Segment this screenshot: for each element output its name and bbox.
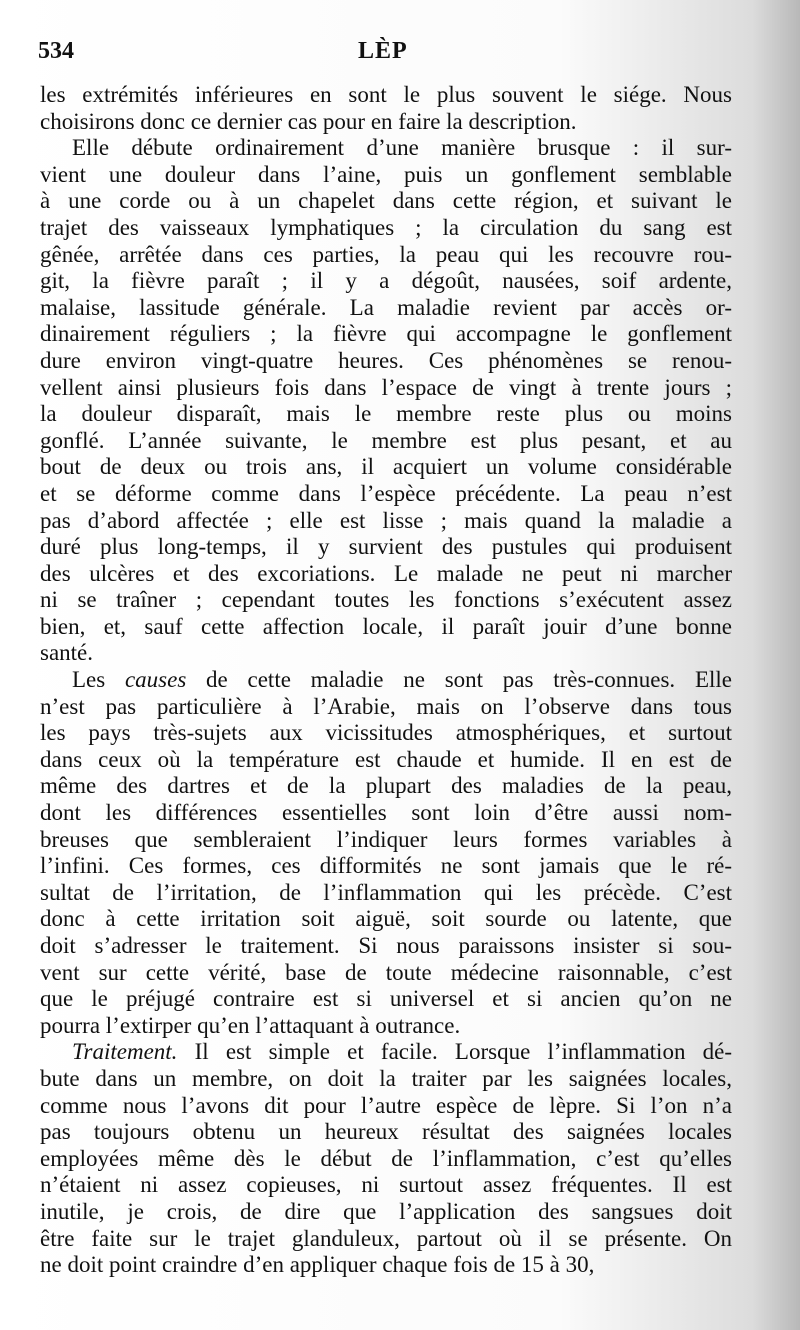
text-line: vent sur cette vérité, base de toute médecine raisonnable, c’est	[40, 959, 732, 985]
text-line: inutile, je crois, de dire que l’application des sangsues doit	[40, 1198, 732, 1224]
text-line: ni se traîner ; cependant toutes les fonctions s’exécutent assez	[40, 587, 732, 613]
text-line: vient une douleur dans l’aine, puis un gonflement semblable	[40, 161, 732, 187]
text-line: gênée, arrêtée dans ces parties, la peau qui les recouvre rou-	[40, 241, 732, 267]
text-line: les extrémités inférieures en sont le plus souvent le siége. Nous	[40, 82, 732, 107]
text-line: sultat de l’irritation, de l’inflammation qui les précède. C’est	[40, 879, 732, 905]
text-line: doit s’adresser le traitement. Si nous paraissons insister si sou-	[40, 933, 732, 958]
text-line: employées même dès le début de l’inflammation, c’est qu’elles	[40, 1145, 732, 1171]
text-line: gonflé. L’année suivante, le membre est plus pesant, et au	[40, 427, 732, 453]
text-line: santé.	[40, 640, 94, 666]
page-header	[38, 38, 738, 70]
text-line: ne doit point craindre d’en appliquer chaque fois de 15 à 30,	[40, 1252, 595, 1278]
text-line: la douleur disparaît, mais le membre reste plus ou moins	[40, 401, 732, 427]
paragraph	[40, 135, 732, 667]
text-line: les pays très-sujets aux vicissitudes atmosphériques, et surtout	[40, 720, 732, 746]
body-text	[40, 82, 732, 1279]
page-number: 534	[38, 38, 74, 64]
italic-term: Traitement.	[72, 1039, 178, 1065]
text-line: même des dartres et de la plupart des maladies de la peau,	[40, 773, 732, 799]
text-line: des ulcères et des excoriations. Le malade ne peut ni marcher	[40, 560, 732, 586]
text-line: et se déforme comme dans l’espèce précédente. La peau n’est	[40, 480, 732, 506]
text-line: malaise, lassitude générale. La maladie revient par accès or-	[40, 294, 732, 320]
text-line: à une corde ou à un chapelet dans cette région, et suivant le	[40, 188, 732, 214]
text-line: duré plus long-temps, il y survient des pustules qui produisent	[40, 534, 732, 560]
text-line: choisirons donc ce dernier cas pour en faire la description.	[40, 108, 577, 134]
text-line: n’étaient ni assez copieuses, ni surtout assez fréquentes. Il est	[40, 1172, 732, 1198]
running-head: LÈP	[358, 38, 408, 64]
paragraph	[40, 1039, 732, 1278]
text-line: Traitement. Il est simple et facile. Lorsque l’inflammation dé-	[72, 1039, 732, 1065]
text-line: trajet des vaisseaux lymphatiques ; la circulation du sang est	[40, 214, 732, 240]
text-line: pas d’abord affectée ; elle est lisse ; mais quand la maladie a	[40, 507, 732, 533]
text-line: n’est pas particulière à l’Arabie, mais on l’observe dans tous	[40, 693, 732, 719]
text-line: Elle débute ordinairement d’une manière brusque : il sur-	[72, 135, 732, 161]
text-line: bute dans un membre, on doit la traiter par les saignées locales,	[40, 1065, 732, 1091]
text-line: pourra l’extirper qu’en l’attaquant à outrance.	[40, 1012, 461, 1038]
text-line: git, la fièvre paraît ; il y a dégoût, nausées, soif ardente,	[40, 268, 732, 294]
text-line: l’infini. Ces formes, ces difformités ne sont jamais que le ré-	[40, 853, 732, 879]
text-line: bien, et, sauf cette affection locale, il paraît jouir d’une bonne	[40, 613, 732, 639]
text-line: dans ceux où la température est chaude et humide. Il en est de	[40, 746, 732, 772]
text-line: vellent ainsi plusieurs fois dans l’espace de vingt à trente jours ;	[40, 374, 732, 400]
text-line: être faite sur le trajet glanduleux, partout où il se présente. On	[40, 1225, 732, 1251]
text-line: dure environ vingt-quatre heures. Ces phénomènes se renou-	[40, 347, 732, 373]
text-line: que le préjugé contraire est si universel et si ancien qu’on ne	[40, 986, 732, 1012]
text-line: dinairement réguliers ; la fièvre qui accompagne le gonflement	[40, 321, 732, 347]
text-line: pas toujours obtenu un heureux résultat des saignées locales	[40, 1119, 732, 1145]
text-line: comme nous l’avons dit pour l’autre espèce de lèpre. Si l’on n’a	[40, 1092, 732, 1118]
paragraph	[40, 667, 732, 1039]
text-line: bout de deux ou trois ans, il acquiert un volume considérable	[40, 454, 732, 480]
text-line: breuses que sembleraient l’indiquer leurs formes variables à	[40, 826, 732, 852]
text-line: dont les différences essentielles sont loin d’être aussi nom-	[40, 800, 732, 826]
paragraph	[40, 82, 732, 135]
italic-term: causes	[124, 667, 187, 693]
text-line: donc à cette irritation soit aiguë, soit sourde ou latente, que	[40, 906, 732, 932]
text-line: Les causes de cette maladie ne sont pas très-connues. Elle	[72, 667, 732, 693]
